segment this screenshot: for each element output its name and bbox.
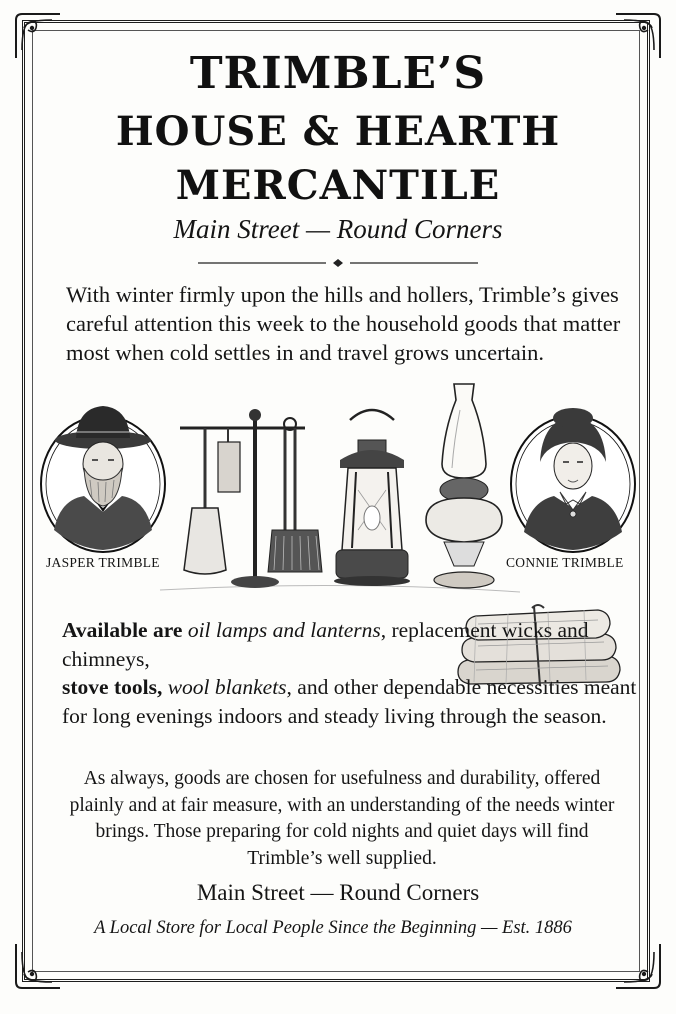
oil-lamps-item: oil lamps and lanterns [187, 618, 381, 642]
lantern [334, 410, 410, 586]
closing-paragraph: As always, goods are chosen for usefulness and durability, offered plainly and at fair measure, with an understanding of the needs winter brings. Those preparing for cold nights and quiet days will find Trimble’s well supplied. [69, 768, 615, 869]
wicks-text: , replacement wicks and chimneys, [62, 618, 589, 671]
availability-paragraph [62, 616, 642, 730]
jasper-portrait [41, 406, 165, 552]
store-name-line1: TRIMBLE’S [189, 48, 487, 99]
footer-location: Main Street — Round Corners [196, 880, 480, 905]
engraved-illustration [40, 380, 636, 610]
store-name-line3: MERCANTILE [175, 162, 501, 209]
corner-ornament-icon [12, 940, 64, 992]
divider-ornament [198, 258, 478, 268]
connie-caption: CONNIE TRIMBLE [506, 555, 624, 570]
footer-tagline: A Local Store for Local People Since the Beginning — Est. 1886 [94, 918, 572, 938]
necessities-text: , and other dependable necessities meant for long evenings indoors and steady living through the season. [62, 675, 637, 728]
store-location-subtitle: Main Street — Round Corners [173, 214, 503, 244]
connie-portrait [511, 408, 635, 552]
stove-tools-item: stove tools, [62, 675, 163, 699]
corner-ornament-icon [612, 940, 664, 992]
intro-paragraph: With winter firmly upon the hills and hollers, Trimble’s gives careful attention this week to the household goods that matter most when cold settles in and travel grows uncertain. [66, 282, 621, 365]
jasper-caption: JASPER TRIMBLE [46, 555, 160, 570]
stove-tools-stand [180, 409, 322, 588]
store-name-line2: HOUSE & HEARTH [115, 108, 561, 155]
wool-blankets-item: wool blankets [167, 675, 287, 699]
available-lead: Available are [62, 618, 183, 642]
oil-lamp [426, 384, 502, 588]
